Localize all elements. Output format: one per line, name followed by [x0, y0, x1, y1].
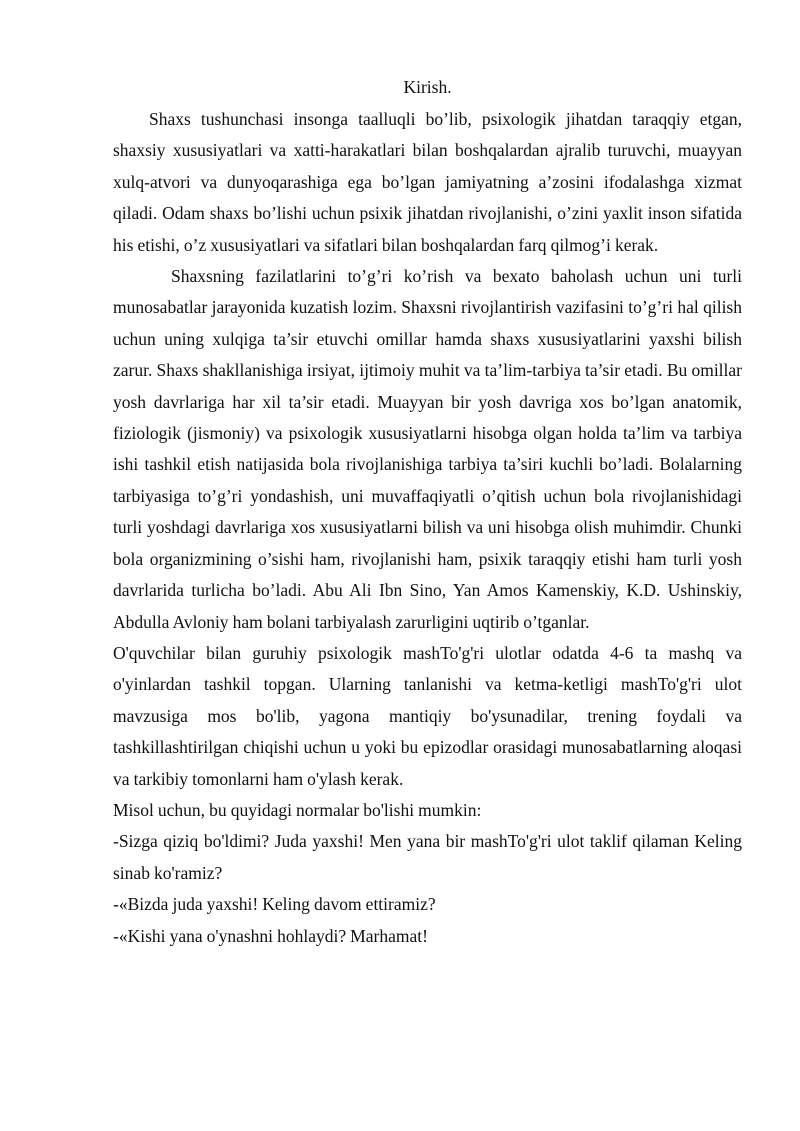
paragraph-guruhiy-mashgulotlar: O'quvchilar bilan guruhiy psixologik mashTo'g'ri ulotlar odatda 4-6 ta mashq va o'yinlardan tashkil topgan. Ularning tanlanishi va ketma-ketligi mashTo'g'ri ulot mavzusiga mos bo'lib, yagona mantiqiy bo'ysunadilar, trening foydali va tashkillashtirilgan chiqishi uchun u yoki bu epizodlar orasidagi munosabatlarning aloqasi va tarkibiy tomonlarni ham o'ylash kerak.	[113, 642, 742, 789]
paragraph-example-line-1: -Sizga qiziq bo'ldimi? Juda yaxshi! Men yana bir mashTo'g'ri ulot taklif qilaman Keling sinab ko'ramiz?	[113, 831, 742, 883]
paragraph-shaxs-tushunchasi: Shaxs tushunchasi insonga taalluqli bo’lib, psixologik jihatdan taraqqiy etgan, shaxsiy xususiyatlari va xatti-harakatlari bilan boshqalardan ajralib turuvchi, muayyan xulq-atvori va dunyoqarashiga ega bo’lgan jamiyatning a’zosini ifodalashga xizmat qiladi. Odam shaxs bo’lishi uchun psixik jihatdan rivojlanishi, o’zini yaxlit inson sifatida his etishi, o’z xususiyatlari va sifatlari bilan boshqalardan farq qilmog’i kerak.	[113, 109, 742, 255]
document-body	[113, 104, 742, 952]
paragraph-example-line-3: -«Kishi yana o'ynashni hohlaydi? Marhamat!	[113, 925, 428, 946]
paragraph-misol-uchun: Misol uchun, bu quyidagi normalar bo'lishi mumkin:	[113, 799, 482, 820]
paragraph-shaxs-fazilatlari: Shaxsning fazilatlarini to’g’ri ko’rish va bexato baholash uchun uni turli munosabatlar jarayonida kuzatish lozim. Shaxsni rivojlantirish vazifasini to’g’ri hal qilish uchun uning xulqiga ta’sir etuvchi omillar hamda shaxs xususiyatlarini yaxshi bilish zarur. Shaxs shakllanishiga irsiyat, ijtimoiy muhit va ta’lim-tarbiya ta’sir etadi. Bu omillar yosh davrlariga har xil ta’sir etadi. Muayyan bir yosh davriga xos bo’lgan anatomik, fiziologik (jismoniy) va psixologik xususiyatlarni hisobga olgan holda ta’lim va tarbiya ishi tashkil etish natijasida bola rivojlanishiga tarbiya ta’siri kuchli bo’ladi. Bolalarning tarbiyasiga to’g’ri yondashish, uni muvaffaqiyatli o’qitish uchun bola rivojlanishidagi turli yoshdagi davrlariga xos xususiyatlarni bilish va uni hisobga olish muhimdir. Chunki bola organizmining o’sishi ham, rivojlanishi ham, psixik taraqqiy etishi ham turli yosh davrlarida turlicha bo’ladi. Abu Ali Ibn Sino, Yan Amos Kamenskiy, K.D. Ushinskiy, Abdulla Avloniy ham bolani tarbiyalash zarurligini uqtirib o’tganlar.	[113, 266, 742, 632]
paragraph-example-line-2: -«Bizda juda yaxshi! Keling davom ettiramiz?	[113, 894, 436, 915]
document-title: Kirish.	[403, 77, 452, 97]
